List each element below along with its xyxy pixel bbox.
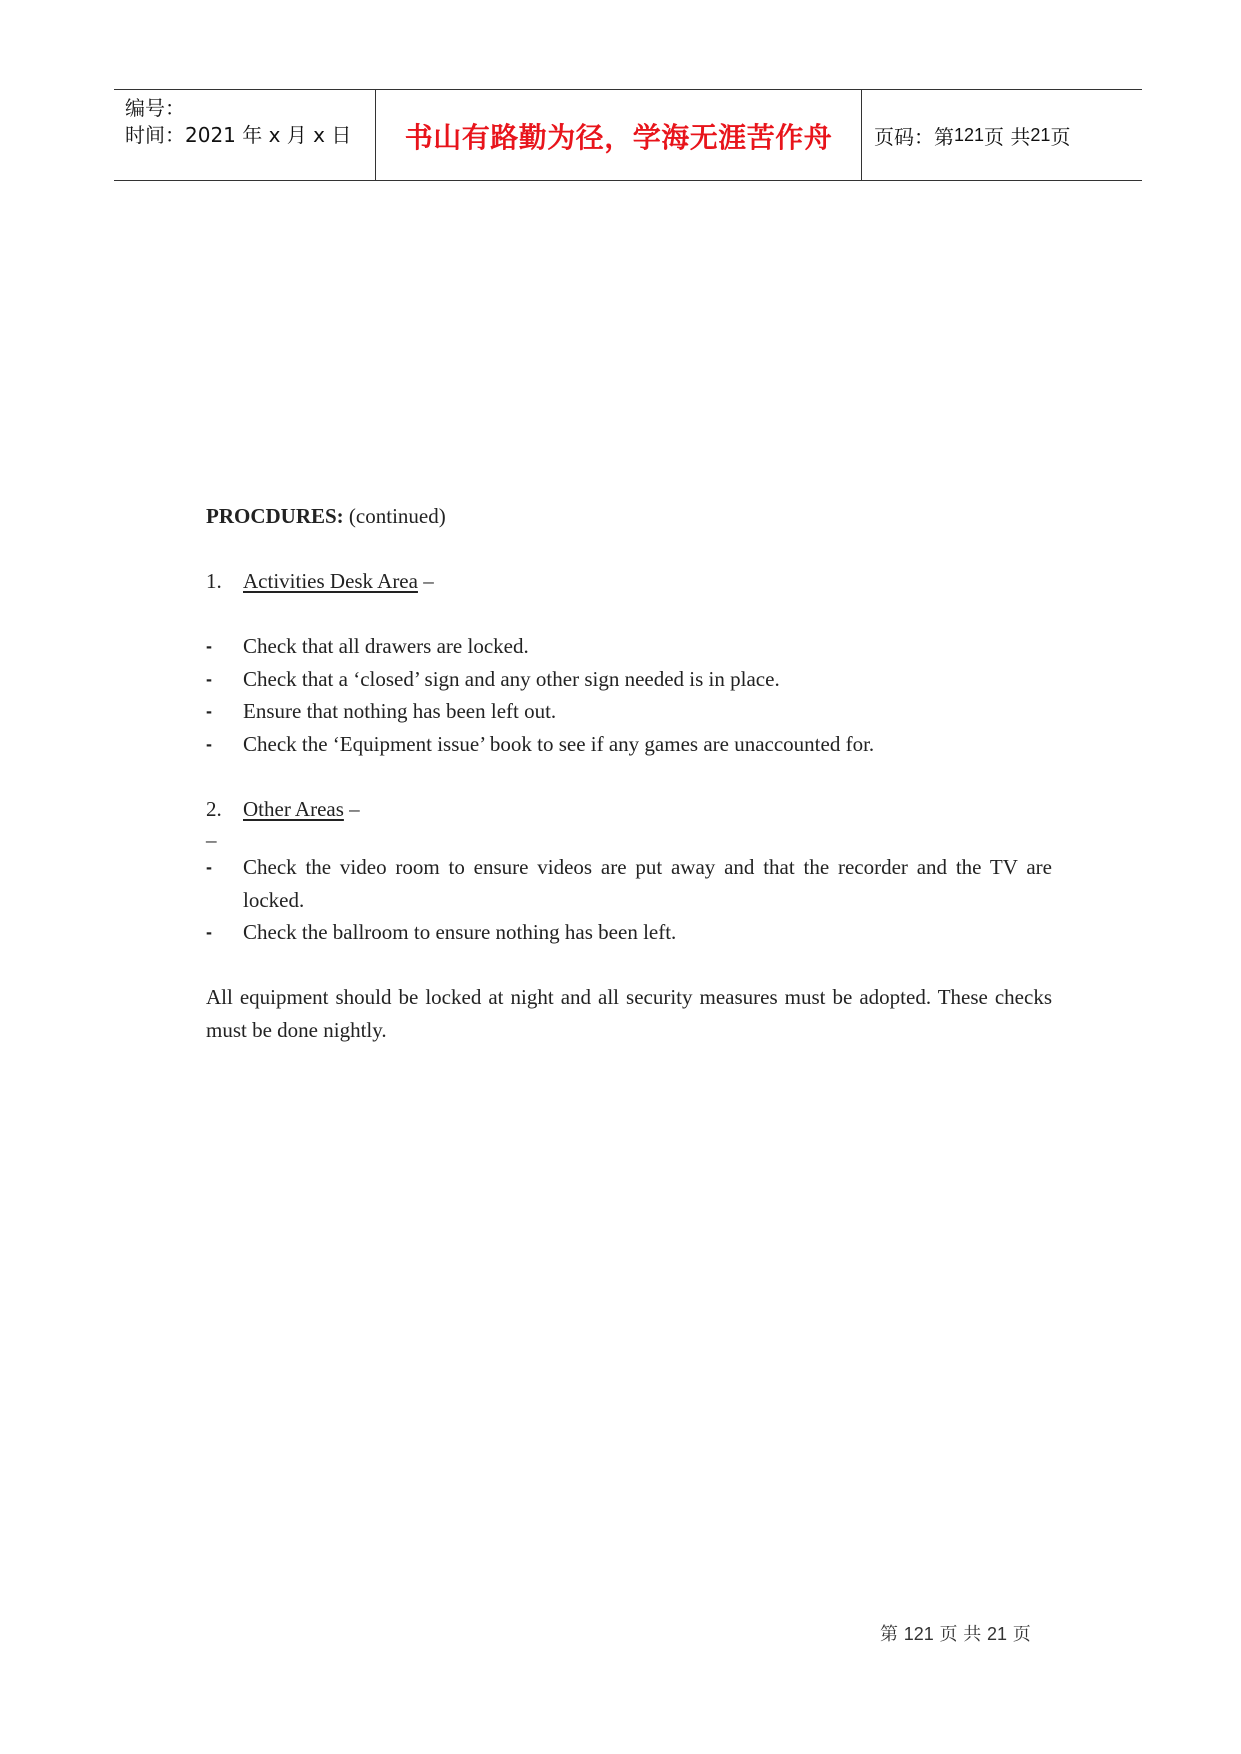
section-1-title: Activities Desk Area (243, 569, 418, 593)
section-2-title: Other Areas (243, 796, 344, 821)
page-footer (880, 1620, 1031, 1646)
bullet-dash: - (206, 733, 212, 754)
document-number-label: 编号： (125, 96, 185, 120)
header-page-cell (862, 90, 1142, 180)
section-2-suffix: – (343, 796, 360, 821)
bullet-dash: - (206, 668, 212, 689)
bullet-dash: - (206, 857, 212, 877)
header-page-mid: 页 共 (984, 124, 1031, 149)
section-1-number: 1. (206, 569, 222, 593)
header-page-prefix: 页码：第 (874, 124, 954, 149)
footer-suffix: 页 (1006, 1624, 1031, 1645)
list-item (206, 916, 1052, 949)
header-motto-cell (376, 90, 862, 180)
section-1-suffix: – (417, 569, 434, 593)
document-body (206, 500, 1052, 1046)
footer-page-current: 121 (903, 1624, 934, 1644)
bullet-text: Ensure that nothing has been left out. (243, 699, 557, 723)
bullet-text: Check the video room to ensure videos are put away and that the recorder and the TV are locked. (243, 855, 1052, 912)
page-header (114, 89, 1142, 181)
header-motto: 书山有路勤为径，学海无涯苦作舟 (404, 121, 833, 154)
header-page-suffix: 页 (1050, 124, 1071, 149)
bullet-text: Check that all drawers are locked. (243, 634, 529, 658)
list-item (206, 728, 1052, 761)
bullet-text: Check the ‘Equipment issue’ book to see if any games are unaccounted for. (243, 731, 875, 756)
bullet-dash: - (206, 636, 212, 656)
section-1-heading (206, 565, 1052, 598)
footer-mid: 页 共 (933, 1624, 987, 1645)
footer-page-total: 21 (986, 1624, 1007, 1644)
procedures-heading (206, 500, 1052, 533)
document-date-label: 时间：2021 年 x 月 x 日 (125, 123, 352, 147)
list-item (206, 851, 1052, 916)
section-2-number: 2. (206, 796, 222, 821)
bullet-text: Check the ballroom to ensure nothing has been left. (243, 920, 677, 944)
list-item (206, 695, 1052, 728)
header-page-total: 21 (1030, 124, 1051, 145)
header-page-current: 121 (954, 124, 985, 145)
underscore-mark (206, 821, 1052, 851)
underscore-text: _ (206, 821, 217, 845)
bullet-dash: - (206, 701, 212, 721)
procedures-heading-rest: (continued) (343, 504, 446, 528)
closing-paragraph: All equipment should be locked at night and all security measures must be adopted. These checks must be done nightly. (206, 985, 1052, 1042)
list-item (206, 663, 1052, 696)
bullet-dash: - (206, 922, 212, 942)
section-2-heading (206, 793, 1052, 826)
header-info-cell (114, 90, 376, 180)
procedures-heading-bold: PROCDURES: (206, 504, 344, 528)
bullet-text: Check that a ‘closed’ sign and any other sign needed is in place. (243, 666, 780, 691)
list-item (206, 630, 1052, 663)
footer-prefix: 第 (880, 1624, 904, 1645)
